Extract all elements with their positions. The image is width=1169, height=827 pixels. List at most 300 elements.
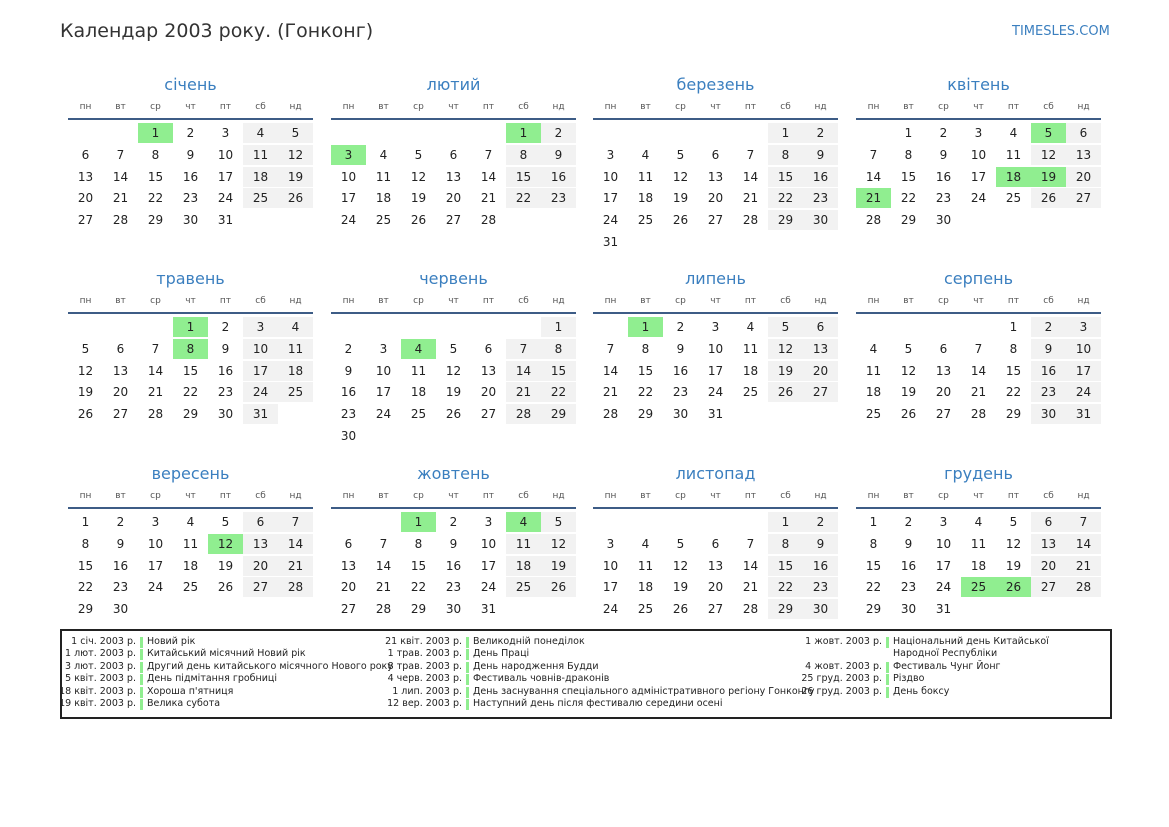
day-cell: 6 (116, 341, 125, 356)
day-cell: 10 (602, 558, 619, 573)
day-cell: 22 (506, 188, 541, 208)
day-cell: 28 (602, 407, 619, 422)
holiday-marker (140, 637, 143, 648)
day-cell: 30 (803, 599, 838, 619)
day-cell: 4 (243, 123, 278, 143)
weekday-label: чт (185, 491, 196, 501)
weekday-label: сб (255, 296, 266, 306)
day-cell: 11 (410, 363, 427, 378)
weekday-label: чт (710, 102, 721, 112)
day-grid (856, 509, 1101, 641)
day-cell: 23 (803, 188, 838, 208)
day-cell: 29 (900, 213, 917, 228)
day-cell: 3 (379, 341, 388, 356)
day-cell: 7 (606, 341, 615, 356)
day-cell: 13 (1031, 534, 1066, 554)
weekday-header (856, 489, 1101, 503)
day-cell: 7 (278, 512, 313, 532)
holiday-day-cell: 25 (961, 577, 996, 597)
holiday-day-cell: 1 (506, 123, 541, 143)
day-cell: 29 (541, 404, 576, 424)
day-cell: 2 (939, 126, 948, 140)
day-cell: 8 (81, 536, 90, 551)
day-cell: 5 (676, 147, 685, 162)
day-cell: 25 (506, 577, 541, 597)
month-11 (593, 463, 838, 641)
month-4 (856, 74, 1101, 252)
day-grid (68, 314, 313, 446)
day-cell: 27 (77, 213, 94, 228)
day-cell: 20 (707, 580, 724, 595)
holiday-marker (466, 687, 469, 698)
weekday-label: чт (448, 296, 459, 306)
day-cell: 26 (768, 382, 803, 402)
day-cell: 30 (900, 602, 917, 617)
month-name: вересень (151, 464, 230, 483)
day-cell: 22 (1005, 385, 1022, 400)
holiday-marker (466, 662, 469, 673)
holiday-date: 1 жовт. 2003 р. (805, 636, 882, 647)
weekday-header (331, 100, 576, 114)
day-cell: 2 (449, 515, 458, 529)
weekday-header (856, 100, 1101, 114)
weekday-label: сб (518, 296, 529, 306)
day-cell: 6 (939, 341, 948, 356)
day-cell: 7 (116, 147, 125, 162)
holiday-marker (886, 687, 889, 698)
day-grid (856, 120, 1101, 252)
day-cell: 8 (1009, 341, 1018, 356)
day-cell: 6 (711, 147, 720, 162)
day-cell: 16 (900, 558, 917, 573)
month-name: січень (164, 75, 217, 94)
day-cell: 22 (768, 577, 803, 597)
day-cell: 17 (935, 558, 952, 573)
weekday-label: пн (79, 102, 92, 112)
holiday-name: Національний день Китайської (893, 636, 1049, 647)
holiday-date: 5 квіт. 2003 р. (65, 673, 136, 685)
day-cell: 14 (602, 363, 619, 378)
weekday-label: нд (814, 296, 827, 306)
day-cell: 20 (935, 385, 952, 400)
day-cell: 10 (217, 147, 234, 162)
weekday-label: вт (115, 296, 126, 306)
day-cell: 9 (676, 341, 685, 356)
day-cell: 5 (414, 147, 423, 162)
day-cell: 28 (278, 577, 313, 597)
day-cell: 17 (970, 169, 987, 184)
day-cell: 18 (375, 191, 392, 206)
day-cell: 12 (768, 339, 803, 359)
weekday-label: чт (973, 296, 984, 306)
day-cell: 10 (935, 536, 952, 551)
weekday-label: ср (150, 296, 161, 306)
weekday-label: пт (744, 102, 757, 112)
weekday-label: ср (150, 491, 161, 501)
day-cell: 18 (970, 558, 987, 573)
weekday-label: пн (79, 491, 92, 501)
weekday-label: пн (79, 296, 92, 306)
day-cell: 11 (865, 363, 882, 378)
day-cell: 14 (1066, 534, 1101, 554)
holiday-date: 12 вер. 2003 р. (387, 697, 462, 709)
holiday-name: День Праці (473, 648, 530, 660)
weekday-label: сб (780, 296, 791, 306)
day-cell: 13 (1066, 145, 1101, 165)
day-cell: 23 (672, 385, 689, 400)
day-cell: 25 (865, 407, 882, 422)
holiday-day-cell: 1 (628, 317, 663, 337)
day-cell: 9 (939, 147, 948, 162)
holiday-marker (466, 637, 469, 648)
day-cell: 13 (243, 534, 278, 554)
day-cell: 29 (147, 213, 164, 228)
holiday-marker (466, 649, 469, 660)
day-cell: 1 (1009, 320, 1018, 334)
day-cell: 31 (480, 602, 497, 617)
holiday-day-cell: 1 (173, 317, 208, 337)
weekday-label: сб (780, 102, 791, 112)
day-cell: 7 (746, 147, 755, 162)
day-cell: 18 (865, 385, 882, 400)
day-cell: 4 (186, 515, 195, 529)
day-cell: 19 (541, 556, 576, 576)
day-cell: 19 (445, 385, 462, 400)
weekday-label: нд (289, 296, 302, 306)
day-cell: 6 (243, 512, 278, 532)
day-cell: 10 (480, 536, 497, 551)
day-cell: 22 (182, 385, 199, 400)
day-cell: 14 (865, 169, 882, 184)
day-cell: 10 (375, 363, 392, 378)
day-cell: 16 (112, 558, 129, 573)
day-cell: 13 (77, 169, 94, 184)
weekday-label: пн (342, 102, 355, 112)
day-cell: 30 (445, 602, 462, 617)
day-cell: 22 (147, 191, 164, 206)
day-cell: 5 (676, 536, 685, 551)
day-cell: 5 (81, 341, 90, 356)
day-cell: 9 (116, 536, 125, 551)
day-cell: 24 (602, 213, 619, 228)
day-cell: 20 (112, 385, 129, 400)
day-cell: 3 (711, 320, 720, 334)
day-cell: 9 (344, 363, 353, 378)
day-cell: 4 (746, 320, 755, 334)
day-cell: 11 (375, 169, 392, 184)
weekday-label: ср (413, 102, 424, 112)
day-cell: 8 (869, 536, 878, 551)
weekday-label: нд (1077, 296, 1090, 306)
month-name: лютий (426, 75, 481, 94)
holiday-name: Новий рік (147, 636, 196, 647)
day-cell: 3 (939, 515, 948, 529)
holiday-name: Фестиваль човнів-драконів (473, 673, 610, 685)
day-cell: 8 (641, 341, 650, 356)
holiday-name: Хороша п'ятниця (147, 685, 234, 697)
day-cell: 18 (637, 580, 654, 595)
day-cell: 19 (768, 361, 803, 381)
weekday-label: ср (675, 296, 686, 306)
holiday-name: Китайський місячний Новий рік (147, 648, 306, 660)
holiday-day-cell: 18 (996, 167, 1031, 187)
weekday-label: пн (604, 296, 617, 306)
day-cell: 2 (541, 123, 576, 143)
day-cell: 30 (935, 213, 952, 228)
weekday-header (331, 489, 576, 503)
holiday-marker (140, 674, 143, 685)
day-cell: 15 (637, 363, 654, 378)
holiday-date: 1 лют. 2003 р. (65, 648, 136, 660)
day-cell: 28 (865, 213, 882, 228)
day-cell: 19 (410, 191, 427, 206)
weekday-label: пт (744, 296, 757, 306)
day-cell: 19 (672, 191, 689, 206)
day-cell: 4 (1009, 126, 1018, 140)
month-name: жовтень (417, 464, 490, 483)
day-cell: 5 (278, 123, 313, 143)
day-cell: 4 (974, 515, 983, 529)
day-cell: 25 (637, 213, 654, 228)
weekday-label: чт (973, 491, 984, 501)
day-cell: 29 (637, 407, 654, 422)
day-grid (593, 314, 838, 446)
day-cell: 29 (768, 599, 803, 619)
day-cell: 22 (77, 580, 94, 595)
weekday-label: пн (867, 491, 880, 501)
day-cell: 5 (904, 341, 913, 356)
day-cell: 13 (707, 558, 724, 573)
day-cell: 8 (541, 339, 576, 359)
day-cell: 21 (147, 385, 164, 400)
day-cell: 9 (541, 145, 576, 165)
day-cell: 24 (340, 213, 357, 228)
day-cell: 30 (112, 602, 129, 617)
day-cell: 19 (672, 580, 689, 595)
day-cell: 18 (506, 556, 541, 576)
day-cell: 21 (742, 191, 759, 206)
month-name: березень (676, 75, 755, 94)
holiday-name: Велика субота (147, 697, 221, 709)
day-cell: 17 (340, 191, 357, 206)
weekday-label: вт (903, 491, 914, 501)
day-cell: 10 (970, 147, 987, 162)
holiday-marker (886, 662, 889, 673)
holiday-day-cell: 21 (856, 188, 891, 208)
month-3 (593, 74, 838, 252)
day-cell: 23 (182, 191, 199, 206)
month-name: квітень (947, 75, 1010, 94)
day-cell: 12 (541, 534, 576, 554)
day-cell: 29 (768, 210, 803, 230)
day-cell: 9 (186, 147, 195, 162)
day-cell: 16 (445, 558, 462, 573)
month-name: липень (685, 269, 746, 288)
day-cell: 13 (803, 339, 838, 359)
day-cell: 17 (707, 363, 724, 378)
weekday-label: сб (1043, 491, 1054, 501)
holiday-date: 1 січ. 2003 р. (71, 636, 136, 647)
day-cell: 8 (768, 145, 803, 165)
weekday-label: нд (289, 491, 302, 501)
holiday-date: 21 квіт. 2003 р. (385, 636, 462, 647)
weekday-label: сб (1043, 296, 1054, 306)
day-cell: 8 (414, 536, 423, 551)
day-cell: 20 (1031, 556, 1066, 576)
day-cell: 18 (637, 191, 654, 206)
holiday-name: Другий день китайського місячного Нового року (147, 660, 393, 672)
day-cell: 29 (865, 602, 882, 617)
day-cell: 5 (449, 341, 458, 356)
day-cell: 8 (904, 147, 913, 162)
day-cell: 3 (974, 126, 983, 140)
day-cell: 9 (1031, 339, 1066, 359)
day-cell: 24 (243, 382, 278, 402)
weekday-label: пт (482, 296, 495, 306)
weekday-label: ср (938, 491, 949, 501)
day-cell: 1 (904, 126, 913, 140)
day-cell: 28 (970, 407, 987, 422)
day-cell: 20 (445, 191, 462, 206)
holiday-name: День заснування спеціального адміністративного регіону Гонконгу (473, 685, 815, 697)
day-cell: 29 (410, 602, 427, 617)
weekday-label: пт (219, 491, 232, 501)
day-cell: 26 (541, 577, 576, 597)
day-cell: 15 (900, 169, 917, 184)
holiday-name: Наступний день після фестивалю середини осені (473, 697, 723, 709)
day-cell: 9 (803, 145, 838, 165)
day-cell: 27 (112, 407, 129, 422)
weekday-label: нд (552, 491, 565, 501)
day-cell: 25 (410, 407, 427, 422)
day-cell: 21 (970, 385, 987, 400)
day-cell: 28 (112, 213, 129, 228)
day-cell: 28 (506, 404, 541, 424)
day-cell: 7 (506, 339, 541, 359)
holiday-list (60, 629, 1112, 719)
weekday-header (593, 294, 838, 308)
day-cell: 18 (410, 385, 427, 400)
day-grid (856, 314, 1101, 446)
day-cell: 16 (340, 385, 357, 400)
brand-link[interactable]: TIMESLES.COM (1012, 24, 1110, 39)
weekday-label: ср (938, 296, 949, 306)
day-cell: 15 (506, 167, 541, 187)
day-cell: 8 (151, 147, 160, 162)
day-cell: 4 (641, 536, 650, 551)
day-cell: 17 (217, 169, 234, 184)
day-cell: 20 (480, 385, 497, 400)
weekday-header (331, 294, 576, 308)
holiday-marker (886, 674, 889, 685)
day-cell: 30 (1031, 404, 1066, 424)
day-cell: 20 (243, 556, 278, 576)
weekday-label: вт (640, 491, 651, 501)
day-cell: 21 (506, 382, 541, 402)
weekday-label: нд (814, 102, 827, 112)
day-cell: 7 (974, 341, 983, 356)
day-grid (68, 120, 313, 252)
holiday-marker (140, 649, 143, 660)
holiday-day-cell: 1 (401, 512, 436, 532)
day-cell: 19 (1005, 558, 1022, 573)
day-cell: 9 (904, 536, 913, 551)
day-cell: 16 (217, 363, 234, 378)
day-cell: 22 (865, 580, 882, 595)
weekday-label: пн (342, 296, 355, 306)
weekday-label: нд (1077, 491, 1090, 501)
day-cell: 28 (480, 213, 497, 228)
day-cell: 19 (900, 385, 917, 400)
day-cell: 24 (480, 580, 497, 595)
day-cell: 24 (602, 602, 619, 617)
day-cell: 7 (484, 147, 493, 162)
month-2 (331, 74, 576, 252)
day-cell: 13 (935, 363, 952, 378)
day-cell: 12 (278, 145, 313, 165)
day-cell: 2 (803, 512, 838, 532)
day-cell: 19 (77, 385, 94, 400)
weekday-label: сб (255, 491, 266, 501)
weekday-label: ср (675, 491, 686, 501)
day-cell: 17 (147, 558, 164, 573)
day-cell: 2 (344, 341, 353, 356)
holiday-date: 26 груд. 2003 р. (801, 685, 882, 697)
day-cell: 22 (900, 191, 917, 206)
day-cell: 1 (768, 512, 803, 532)
month-7 (593, 268, 838, 446)
day-cell: 11 (278, 339, 313, 359)
day-cell: 27 (803, 382, 838, 402)
day-grid (331, 314, 576, 446)
day-cell: 11 (637, 169, 654, 184)
day-cell: 10 (340, 169, 357, 184)
holiday-name: День народження Будди (473, 660, 599, 672)
day-cell: 26 (278, 188, 313, 208)
holiday-day-cell: 8 (173, 339, 208, 359)
day-cell: 10 (602, 169, 619, 184)
day-cell: 25 (742, 385, 759, 400)
month-name: червень (419, 269, 488, 288)
holiday-date: 1 лип. 2003 р. (392, 685, 462, 697)
day-cell: 27 (340, 602, 357, 617)
day-cell: 11 (506, 534, 541, 554)
weekday-header (68, 294, 313, 308)
day-cell: 24 (935, 580, 952, 595)
day-cell: 21 (278, 556, 313, 576)
day-cell: 11 (970, 536, 987, 551)
weekday-label: пт (482, 102, 495, 112)
weekday-label: вт (378, 491, 389, 501)
day-cell: 27 (1066, 188, 1101, 208)
day-cell: 28 (742, 602, 759, 617)
weekday-label: чт (710, 296, 721, 306)
day-cell: 28 (147, 407, 164, 422)
day-cell: 21 (602, 385, 619, 400)
weekday-label: нд (552, 296, 565, 306)
day-cell: 11 (637, 558, 654, 573)
day-cell: 6 (803, 317, 838, 337)
day-cell: 5 (221, 515, 230, 529)
weekday-label: сб (1043, 102, 1054, 112)
weekday-label: вт (903, 102, 914, 112)
holiday-day-cell: 4 (506, 512, 541, 532)
day-cell: 6 (449, 147, 458, 162)
day-cell: 27 (935, 407, 952, 422)
day-cell: 30 (803, 210, 838, 230)
day-cell: 26 (672, 602, 689, 617)
day-cell: 2 (676, 320, 685, 334)
